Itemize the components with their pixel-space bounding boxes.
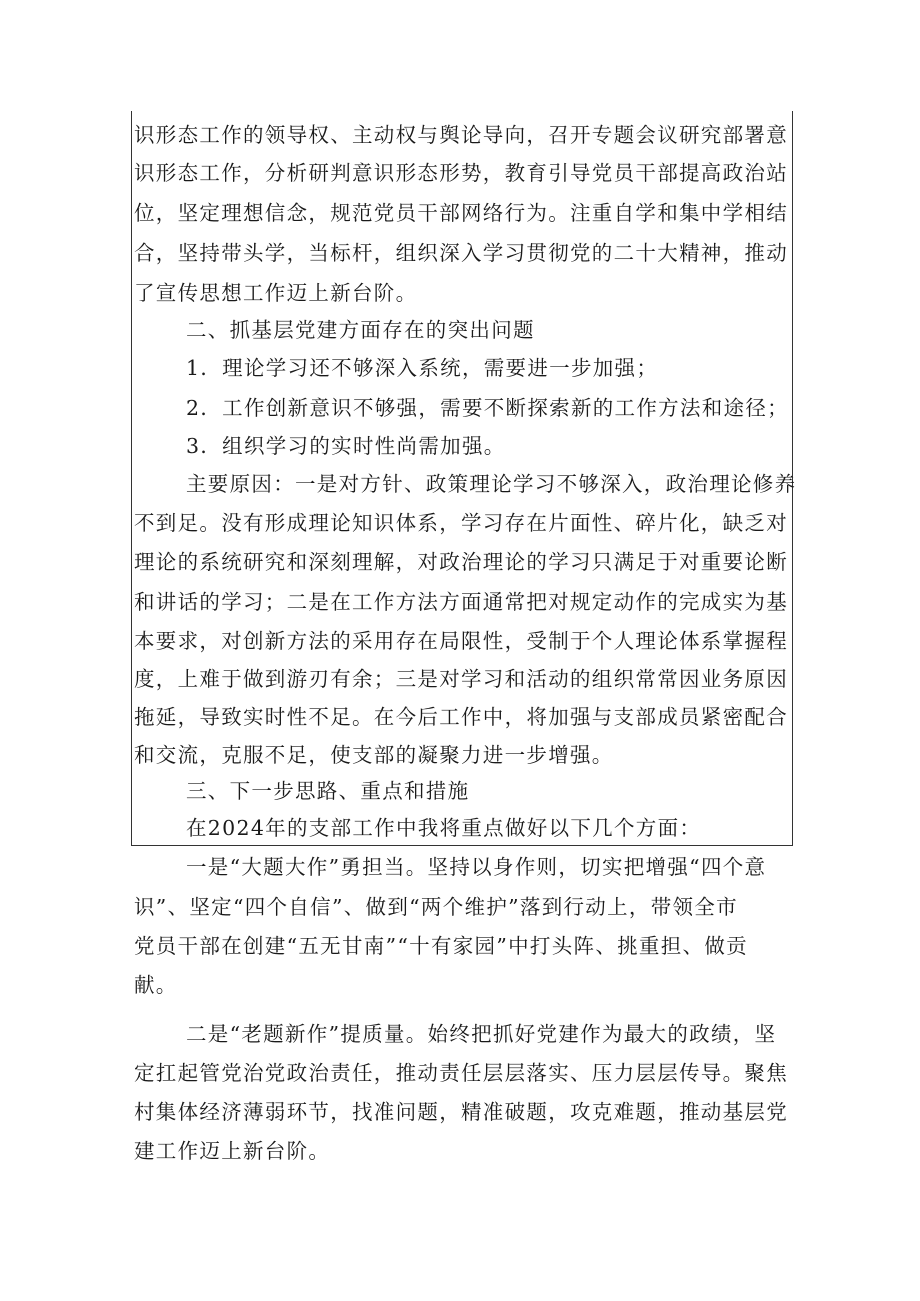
paragraph-line: 度，上难于做到游刃有余；三是对学习和活动的组织常常因业务原因 [134, 667, 788, 691]
paragraph-line: 位，坚定理想信念，规范党员干部网络行为。注重自学和集中学相结 [134, 201, 788, 225]
paragraph-line: 村集体经济薄弱环节，找准问题，精准破题，攻克难题，推动基层党 [134, 1100, 788, 1124]
section-heading: 二、抓基层党建方面存在的突出问题 [186, 318, 535, 342]
section-heading: 三、下一步思路、重点和措施 [186, 779, 470, 803]
paragraph-line: 定扛起管党治党政治责任，推动责任层层落实、压力层层传导。聚焦 [134, 1061, 788, 1085]
paragraph-line: 二是“老题新作”提质量。始终把抓好党建作为最大的政绩，坚 [186, 1022, 777, 1046]
paragraph-line: 本要求，对创新方法的采用存在局限性，受制于个人理论体系掌握程 [134, 629, 788, 653]
paragraph-line: 拖延，导致实时性不足。在今后工作中，将加强与支部成员紧密配合 [134, 705, 788, 729]
paragraph-line: 在2024年的支部工作中我将重点做好以下几个方面： [186, 816, 702, 840]
paragraph-line: 建工作迈上新台阶。 [134, 1139, 331, 1163]
paragraph-line: 党员干部在创建“五无甘南”“十有家园”中打头阵、挑重担、做贡 [134, 934, 748, 958]
paragraph-line: 识形态工作，分析研判意识形态形势，教育引导党员干部提高政治站 [134, 161, 788, 185]
paragraph-line: 了宣传思想工作迈上新台阶。 [134, 281, 418, 305]
paragraph-line: 献。 [134, 973, 178, 997]
paragraph-line: 识”、坚定“四个自信”、做到“两个维护”落到行动上，带领全市 [134, 895, 738, 919]
paragraph-line: 一是“大题大作”勇担当。坚持以身作则，切实把增强“四个意 [186, 855, 767, 879]
paragraph-line: 不到足。没有形成理论知识体系，学习存在片面性、碎片化，缺乏对 [134, 511, 788, 535]
list-item: 1．理论学习还不够深入系统，需要进一步加强； [186, 356, 659, 380]
paragraph-line: 主要原因：一是对方针、政策理论学习不够深入，政治理论修养 [186, 472, 797, 496]
list-item: 2．工作创新意识不够强，需要不断探索新的工作方法和途径； [186, 396, 789, 420]
paragraph-line: 和交流，克服不足，使支部的凝聚力进一步增强。 [134, 743, 614, 767]
list-item: 3．组织学习的实时性尚需加强。 [186, 434, 506, 458]
paragraph-line: 和讲话的学习；二是在工作方法方面通常把对规定动作的完成实为基 [134, 590, 788, 614]
paragraph-line: 识形态工作的领导权、主动权与舆论导向，召开专题会议研究部署意 [134, 123, 788, 147]
paragraph-line: 理论的系统研究和深刻理解，对政治理论的学习只满足于对重要论断 [134, 550, 788, 574]
paragraph-line: 合，坚持带头学，当标杆，组织深入学习贯彻党的二十大精神，推动 [134, 241, 788, 265]
